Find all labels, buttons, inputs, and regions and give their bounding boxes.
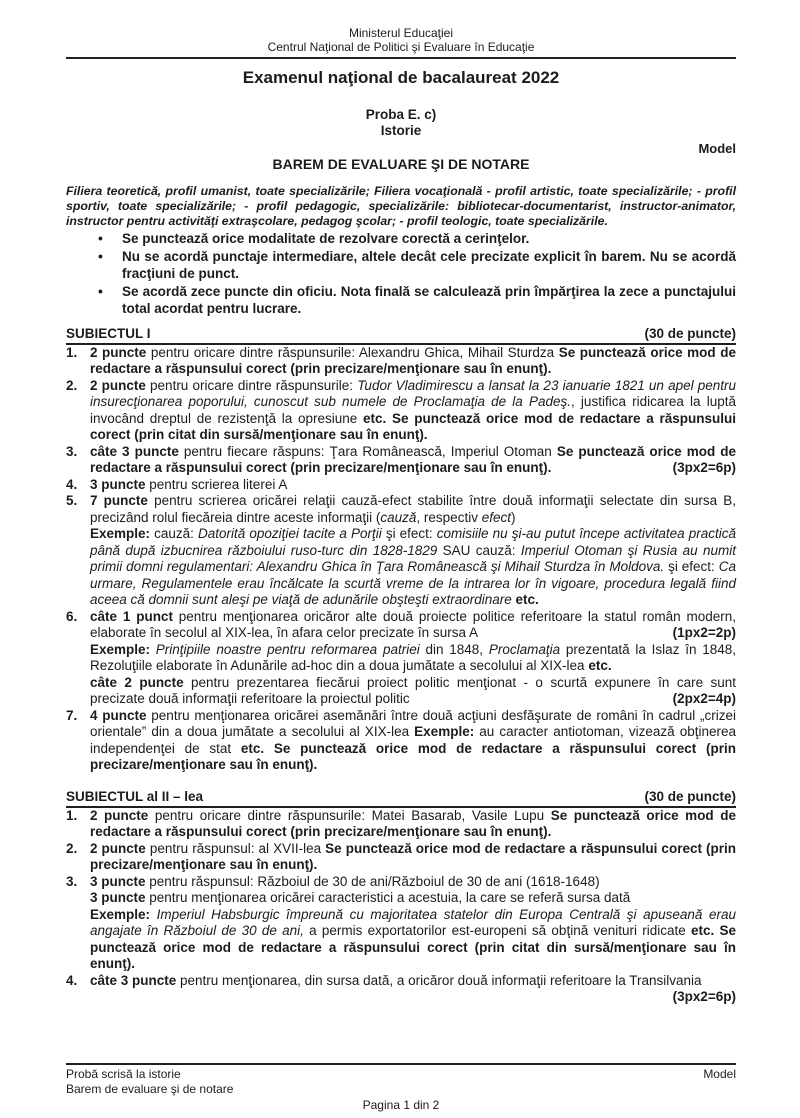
rule-item: • Se acordă zece puncte din oficiu. Nota finală se calculează prin împărţirea la zece a punctajului total acordat pentru lucrare. xyxy=(66,283,736,318)
item-number: 5. xyxy=(66,493,78,508)
item-paragraph: Exemple: cauză: Datorită opoziţiei tacite a Porţii şi efect: comisiile nu şi-au putut începe activitatea practică până după izbucnirea războiului ruso-turc din 1828-1829 SAU cauză: Imperiul Otoman şi Rusia au numit primii domni regulamentari: Alexandru Ghica în Ţara Românească şi Mihail Sturdza în Moldova. şi efect: Ca urmare, Regulamentele erau încălcate la scurtă vreme de la intrarea lor în vigoare, procedura legală fiind aceea că domnii sunt aleşi pe viaţă de adunările obşteşti extraordinare etc. xyxy=(90,526,736,607)
general-rules xyxy=(66,230,736,318)
score-note: (3px2=6p) xyxy=(672,460,736,475)
section-heading xyxy=(66,789,736,808)
item-paragraph: Exemple: Imperiul Habsburgic împreună cu majoritatea statelor din Europa Centrală şi apuseană erau angajate în Războiul de 30 de ani, a permis exportatorilor est-europeni să obţină venituri ridicate etc. Se punctează orice mod de redactare a răspunsului corect (prin citat din sursă/menţionare sau în enunţ). xyxy=(90,906,737,971)
score-note: (1px2=2p) xyxy=(672,625,736,640)
barem-item xyxy=(66,973,736,1006)
item-text xyxy=(90,973,736,1006)
section-points: (30 de puncte) xyxy=(644,325,736,341)
exam-title: Examenul naţional de bacalaureat 2022 xyxy=(242,68,560,87)
model-label: Model xyxy=(698,141,736,156)
score-note: (3px2=6p) xyxy=(672,989,736,1004)
item-paragraph: câte 3 puncte pentru menţionarea, din sursa dată, a oricăror două informaţii referitoare la Transilvania (3px2=6p) xyxy=(90,972,736,1004)
filiera-note: Filiera teoretică, profil umanist, toate specializările; Filiera vocaţională - profil artistic, toate specializările; - profil sportiv, toate specializările; - profil pedagogic, specializările: bibliotecar-documentarist, instructor-animator, instructor pentru activităţi extraşcolare, pedagog şcolar; - profil teologic, toate specializările. xyxy=(66,184,736,228)
item-text xyxy=(90,841,736,874)
item-paragraph: câte 3 puncte pentru fiecare răspuns: Ţara Românească, Imperiul Otoman Se punctează orice mod de redactare a răspunsului corect (prin precizare/menţionare sau în enunţ). (3px2=6p) xyxy=(90,443,737,475)
item-paragraph: 4 puncte pentru menţionarea oricărei asemănări între două acţiuni desfăşurate de români în cadrul „crizei orientale” din a doua jumătate a secolului al XIX-lea Exemple: au caracter antiotoman, vizează obţinerea independenţei de stat etc. Se punctează orice mod de redactare a răspunsului corect (prin precizare/menţionare sau în enunţ). xyxy=(90,707,737,772)
item-text xyxy=(90,444,736,477)
rule-item: • Nu se acordă punctaje intermediare, altele decât cele precizate explicit în barem. Nu se acordă fracţiuni de punct. xyxy=(66,248,736,283)
item-number: 7. xyxy=(66,707,78,723)
item-text xyxy=(90,874,736,973)
item-number: 1. xyxy=(66,807,78,823)
subiect-section xyxy=(66,326,736,774)
item-paragraph: 3 puncte pentru scrierea literei A xyxy=(90,476,288,492)
sections xyxy=(66,326,736,1006)
rule-item: • Se punctează orice modalitate de rezolvare corectă a cerinţelor. xyxy=(66,230,736,248)
item-paragraph: 2 puncte pentru oricare dintre răspunsurile: Alexandru Ghica, Mihail Sturdza Se punctează orice mod de redactare a răspunsului corect (prin precizare/menţionare sau în enunţ). xyxy=(90,344,736,376)
item-number: 6. xyxy=(66,608,78,624)
section-heading xyxy=(66,326,736,345)
section-points: (30 de puncte) xyxy=(644,788,736,804)
item-paragraph: 2 puncte pentru răspunsul: al XVII-lea Se punctează orice mod de redactare a răspunsului corect (prin precizare/menţionare sau în enunţ). xyxy=(90,840,736,872)
item-paragraph: 2 puncte pentru oricare dintre răspunsurile: Tudor Vladimirescu a lansat la 23 ianuarie 1821 un apel pentru insurecţionarea poporului, cunoscut sub numele de Proclamaţia de la Padeş., justifica ridicarea la luptă invocând dreptul de rezistenţă la opresiune etc. Se punctează orice mod de redactare a răspunsului corect (prin citat din sursă/menţionare sau în enunţ). xyxy=(90,377,737,442)
footer-left-block xyxy=(66,1067,233,1097)
item-number: 2. xyxy=(66,377,78,393)
item-number: 4. xyxy=(66,476,78,492)
item-text xyxy=(90,477,736,494)
item-paragraph: 2 puncte pentru oricare dintre răspunsurile: Matei Basarab, Vasile Lupu Se punctează orice mod de redactare a răspunsului corect (prin precizare/menţionare sau în enunţ). xyxy=(90,807,736,839)
document-footer xyxy=(66,1063,736,1113)
item-number: 4. xyxy=(66,972,78,988)
document-header xyxy=(66,26,736,59)
footer-proba-label: Probă scrisă la istorie xyxy=(66,1067,181,1081)
barem-item xyxy=(66,493,736,609)
item-number: 3. xyxy=(66,873,78,889)
barem-item xyxy=(66,708,736,774)
subiect-section xyxy=(66,789,736,1006)
item-text xyxy=(90,708,736,774)
barem-item xyxy=(66,841,736,874)
item-paragraph: 7 puncte pentru scrierea oricărei relaţii cauză-efect stabilite între două informaţii selectate din sursa B, precizând rolul fiecăreia dintre aceste informaţii (cauză, respectiv efect) xyxy=(90,493,736,525)
barem-item xyxy=(66,874,736,973)
item-paragraph: câte 1 punct pentru menţionarea oricăror alte două proiecte politice referitoare la statul român modern, elaborate în secolul al XIX-lea, în afara celor precizate în sursa A (1px2=2p) xyxy=(90,608,736,640)
item-paragraph: 3 puncte pentru menţionarea oricărei caracteristici a acestuia, la care se referă sursa dată xyxy=(90,890,631,905)
item-number: 3. xyxy=(66,443,78,459)
barem-item xyxy=(66,808,736,841)
footer-barem-label: Barem de evaluare şi de notare xyxy=(66,1082,234,1096)
score-note: (2px2=4p) xyxy=(672,691,736,706)
item-paragraph: 3 puncte pentru răspunsul: Războiul de 30 de ani/Războiul de 30 de ani (1618-1648) xyxy=(90,873,600,889)
footer-page-label: Pagina 1 din 2 xyxy=(362,1098,440,1112)
barem-item xyxy=(66,477,736,494)
proba-label: Proba E. c) xyxy=(365,107,437,122)
section-title: SUBIECTUL I xyxy=(66,325,151,341)
item-number: 1. xyxy=(66,344,78,360)
barem-item xyxy=(66,378,736,444)
barem-item xyxy=(66,444,736,477)
barem-title: BAREM DE EVALUARE ŞI DE NOTARE xyxy=(272,156,530,172)
ministry-line: Ministerul Educaţiei xyxy=(348,26,454,40)
section-title: SUBIECTUL al II – lea xyxy=(66,788,204,804)
footer-top-row xyxy=(66,1063,736,1097)
item-text xyxy=(90,808,736,841)
item-number: 2. xyxy=(66,840,78,856)
item-text xyxy=(90,609,736,708)
item-text xyxy=(90,378,736,444)
center-line: Centrul Naţional de Politici şi Evaluare în Educaţie xyxy=(267,40,535,54)
barem-item xyxy=(66,345,736,378)
barem-item xyxy=(66,609,736,708)
item-paragraph: Exemple: Prinţipiile noastre pentru reformarea patriei din 1848, Proclamaţia prezentată la Islaz în 1848, Rezoluţiile elaborate în Adunările ad-hoc din a doua jumătate a secolului al XIX-lea etc. xyxy=(90,641,737,673)
item-paragraph: câte 2 puncte pentru prezentarea fiecărui proiect politic menţionat - o scurtă expunere în care sunt precizate două informaţii referitoare la proiectul politic (2px2=4p) xyxy=(90,674,736,706)
item-text xyxy=(90,345,736,378)
subject-label: Istorie xyxy=(380,123,422,138)
item-text xyxy=(90,493,736,609)
footer-model-label: Model xyxy=(703,1067,736,1081)
